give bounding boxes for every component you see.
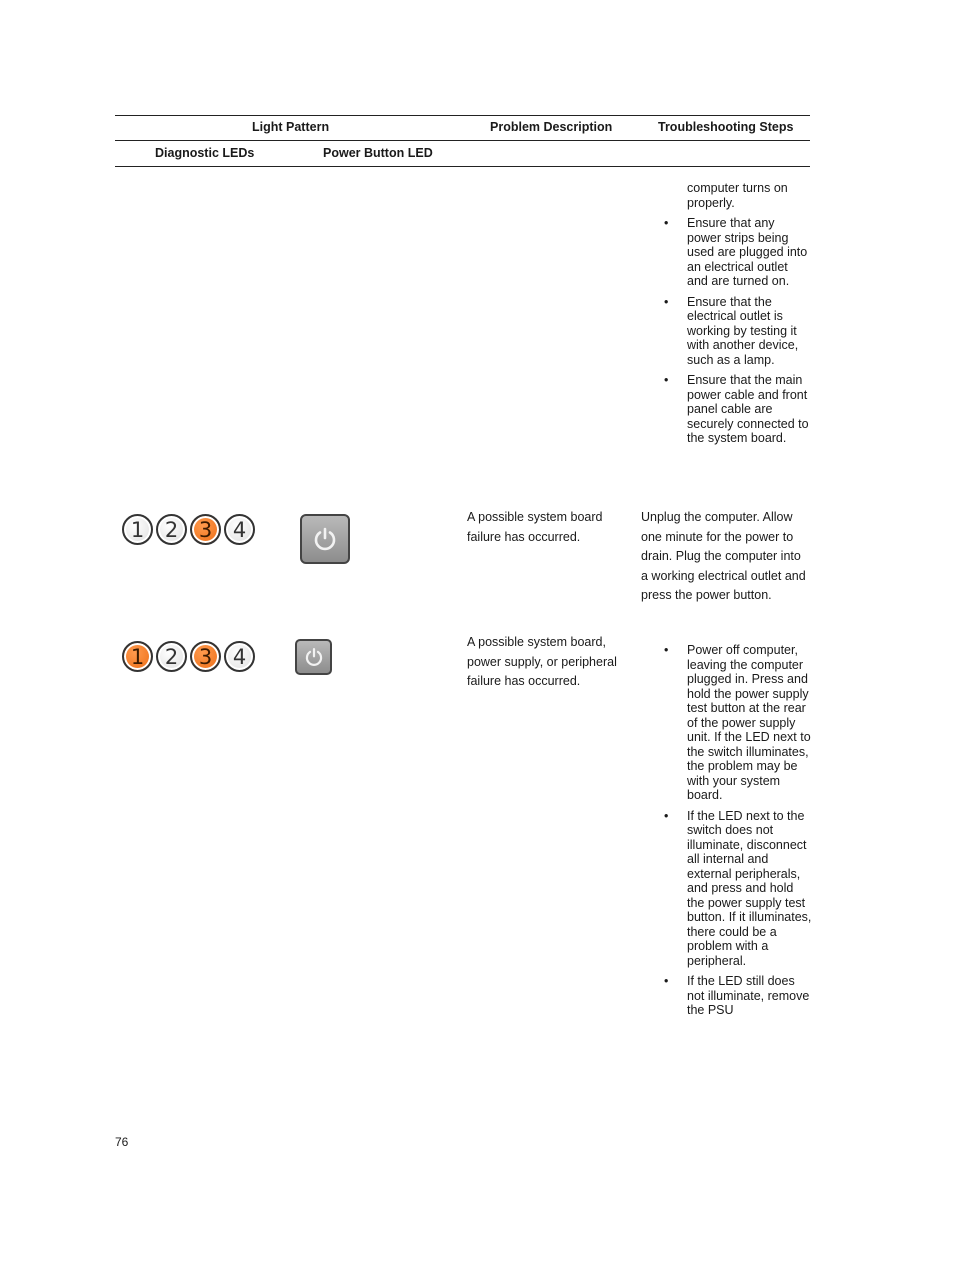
table-top-rule <box>115 115 810 116</box>
list-item: • Ensure that the main power cable and front panel cable are securely connected to the system board. <box>664 373 809 446</box>
led-2-indicator: 2 <box>156 514 187 545</box>
continued-steps-list <box>664 216 809 452</box>
problem-description-row-2: A possible system board, power supply, or peripheral failure has occurred. <box>467 635 617 688</box>
power-button-led-icon <box>300 514 350 564</box>
list-item: • If the LED still does not illuminate, remove the PSU <box>664 974 814 1018</box>
power-button-led-icon <box>295 639 332 675</box>
list-item: • Power off computer, leaving the computer plugged in. Press and hold the power supply test button at the rear of the power supply unit. If the LED next to the switch illuminates, the problem may be with your system board. <box>664 643 814 803</box>
header-power-button-led: Power Button LED <box>323 146 433 160</box>
table-header-divider <box>115 140 810 141</box>
page-number: 76 <box>115 1135 129 1149</box>
list-item: • If the LED next to the switch does not illuminate, disconnect all internal and external peripherals, and press and hold the power supply test button. If it illuminates, there could be a problem with a peripheral. <box>664 809 814 969</box>
led-3-indicator: 3 <box>190 641 221 672</box>
header-diagnostic-leds: Diagnostic LEDs <box>155 146 255 160</box>
diagnostic-leds-row-1 <box>122 514 255 545</box>
header-problem-description: Problem Description <box>490 120 613 134</box>
list-item: • Ensure that the electrical outlet is working by testing it with another device, such as a lamp. <box>664 295 809 368</box>
troubleshooting-steps-row-2 <box>664 643 814 1024</box>
led-4-indicator: 4 <box>224 514 255 545</box>
led-1-indicator: 1 <box>122 514 153 545</box>
led-2-indicator: 2 <box>156 641 187 672</box>
problem-description-row-1: A possible system board failure has occurred. <box>467 510 603 544</box>
led-4-indicator: 4 <box>224 641 255 672</box>
header-troubleshooting-steps: Troubleshooting Steps <box>658 120 794 134</box>
led-3-indicator: 3 <box>190 514 221 545</box>
continued-lead-text: computer turns on properly. <box>687 181 788 210</box>
header-light-pattern: Light Pattern <box>252 120 330 134</box>
table-header-bottom-rule <box>115 166 810 167</box>
led-1-indicator: 1 <box>122 641 153 672</box>
list-item: • Ensure that any power strips being used are plugged into an electrical outlet and are turned on. <box>664 216 809 289</box>
diagnostic-leds-row-2 <box>122 641 255 672</box>
troubleshooting-steps-row-1: Unplug the computer. Allow one minute for the power to drain. Plug the computer into a working electrical outlet and press the power button. <box>641 510 806 602</box>
